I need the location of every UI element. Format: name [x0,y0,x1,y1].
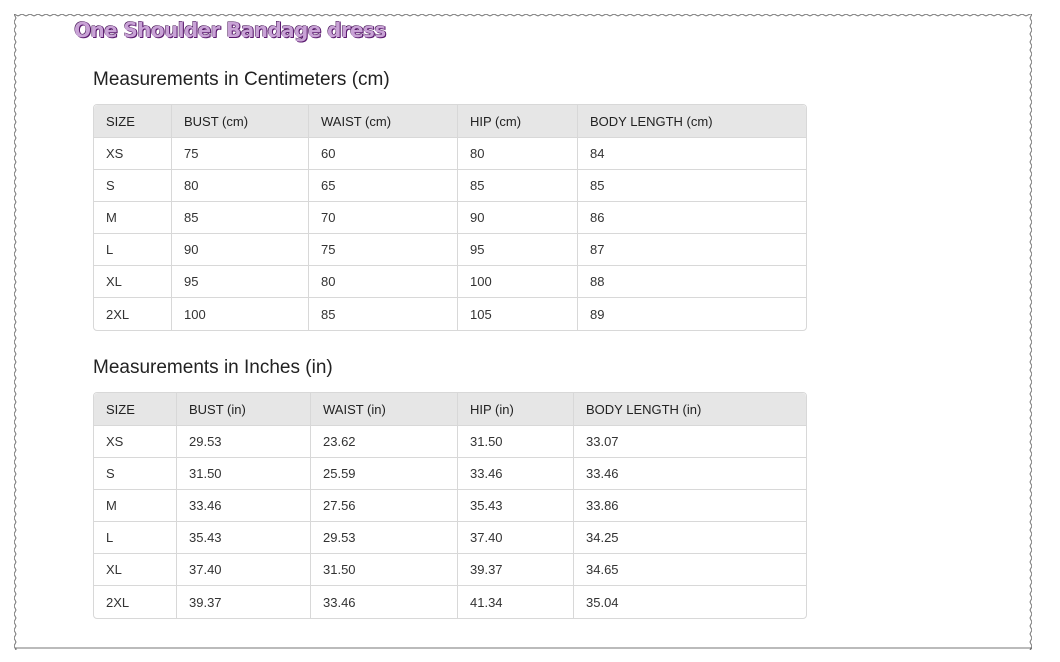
table-cell: S [94,458,177,490]
column-header: HIP (cm) [458,105,578,138]
table-cell: 60 [309,138,458,170]
table-cell: 90 [458,202,578,234]
table-cell: L [94,522,177,554]
column-header: WAIST (in) [311,393,458,426]
table-cell: 35.43 [458,490,574,522]
cm-section-heading: Measurements in Centimeters (cm) [93,69,390,90]
table-row [94,490,806,522]
table-row [94,266,806,298]
table-cell: 31.50 [177,458,311,490]
table-cell: 29.53 [311,522,458,554]
cm-size-table [93,104,807,331]
in-size-table [93,392,807,619]
table-cell: 85 [309,298,458,330]
table-row [94,554,806,586]
table-cell: 29.53 [177,426,311,458]
table-cell: 80 [309,266,458,298]
column-header: BUST (cm) [172,105,309,138]
column-header: SIZE [94,393,177,426]
table-cell: 105 [458,298,578,330]
table-cell: 75 [309,234,458,266]
table-cell: M [94,490,177,522]
table-row [94,202,806,234]
table-cell: 80 [172,170,309,202]
table-cell: 33.86 [574,490,806,522]
table-cell: 34.25 [574,522,806,554]
table-cell: 33.46 [458,458,574,490]
table-cell: XL [94,266,172,298]
table-cell: 27.56 [311,490,458,522]
table-cell: 33.46 [177,490,311,522]
table-cell: 90 [172,234,309,266]
table-cell: 86 [578,202,806,234]
column-header: HIP (in) [458,393,574,426]
table-row [94,138,806,170]
table-cell: 34.65 [574,554,806,586]
table-cell: 87 [578,234,806,266]
table-row [94,298,806,330]
table-cell: 80 [458,138,578,170]
table-row [94,458,806,490]
table-cell: XL [94,554,177,586]
table-cell: 100 [458,266,578,298]
table-cell: 2XL [94,586,177,618]
table-cell: 33.46 [311,586,458,618]
column-header: BODY LENGTH (in) [574,393,806,426]
table-cell: 75 [172,138,309,170]
table-cell: 39.37 [458,554,574,586]
table-cell: 88 [578,266,806,298]
table-cell: 23.62 [311,426,458,458]
table-cell: L [94,234,172,266]
table-cell: 33.07 [574,426,806,458]
table-cell: 70 [309,202,458,234]
table-row [94,522,806,554]
table-cell: 100 [172,298,309,330]
page-title: One Shoulder Bandage dress [74,18,386,42]
table-cell: 33.46 [574,458,806,490]
table-cell: 37.40 [177,554,311,586]
table-cell: XS [94,426,177,458]
table-cell: 31.50 [311,554,458,586]
table-cell: 35.43 [177,522,311,554]
table-cell: 85 [172,202,309,234]
table-row [94,426,806,458]
column-header: BUST (in) [177,393,311,426]
in-section-heading: Measurements in Inches (in) [93,357,333,378]
table-cell: 95 [458,234,578,266]
table-cell: 39.37 [177,586,311,618]
table-cell: 85 [578,170,806,202]
table-cell: 2XL [94,298,172,330]
table-cell: XS [94,138,172,170]
column-header: SIZE [94,105,172,138]
table-cell: M [94,202,172,234]
table-row [94,234,806,266]
table-header-row [94,105,806,138]
table-cell: 41.34 [458,586,574,618]
table-cell: 37.40 [458,522,574,554]
table-cell: 85 [458,170,578,202]
table-row [94,170,806,202]
table-header-row [94,393,806,426]
column-header: WAIST (cm) [309,105,458,138]
table-cell: 89 [590,306,605,322]
table-cell: 25.59 [311,458,458,490]
table-cell: S [94,170,172,202]
table-cell: 31.50 [458,426,574,458]
column-header: BODY LENGTH (cm) [578,105,806,138]
table-cell: 35.04 [586,594,619,610]
table-cell: 84 [578,138,806,170]
table-row [94,586,806,618]
table-cell: 95 [172,266,309,298]
table-cell: 65 [309,170,458,202]
